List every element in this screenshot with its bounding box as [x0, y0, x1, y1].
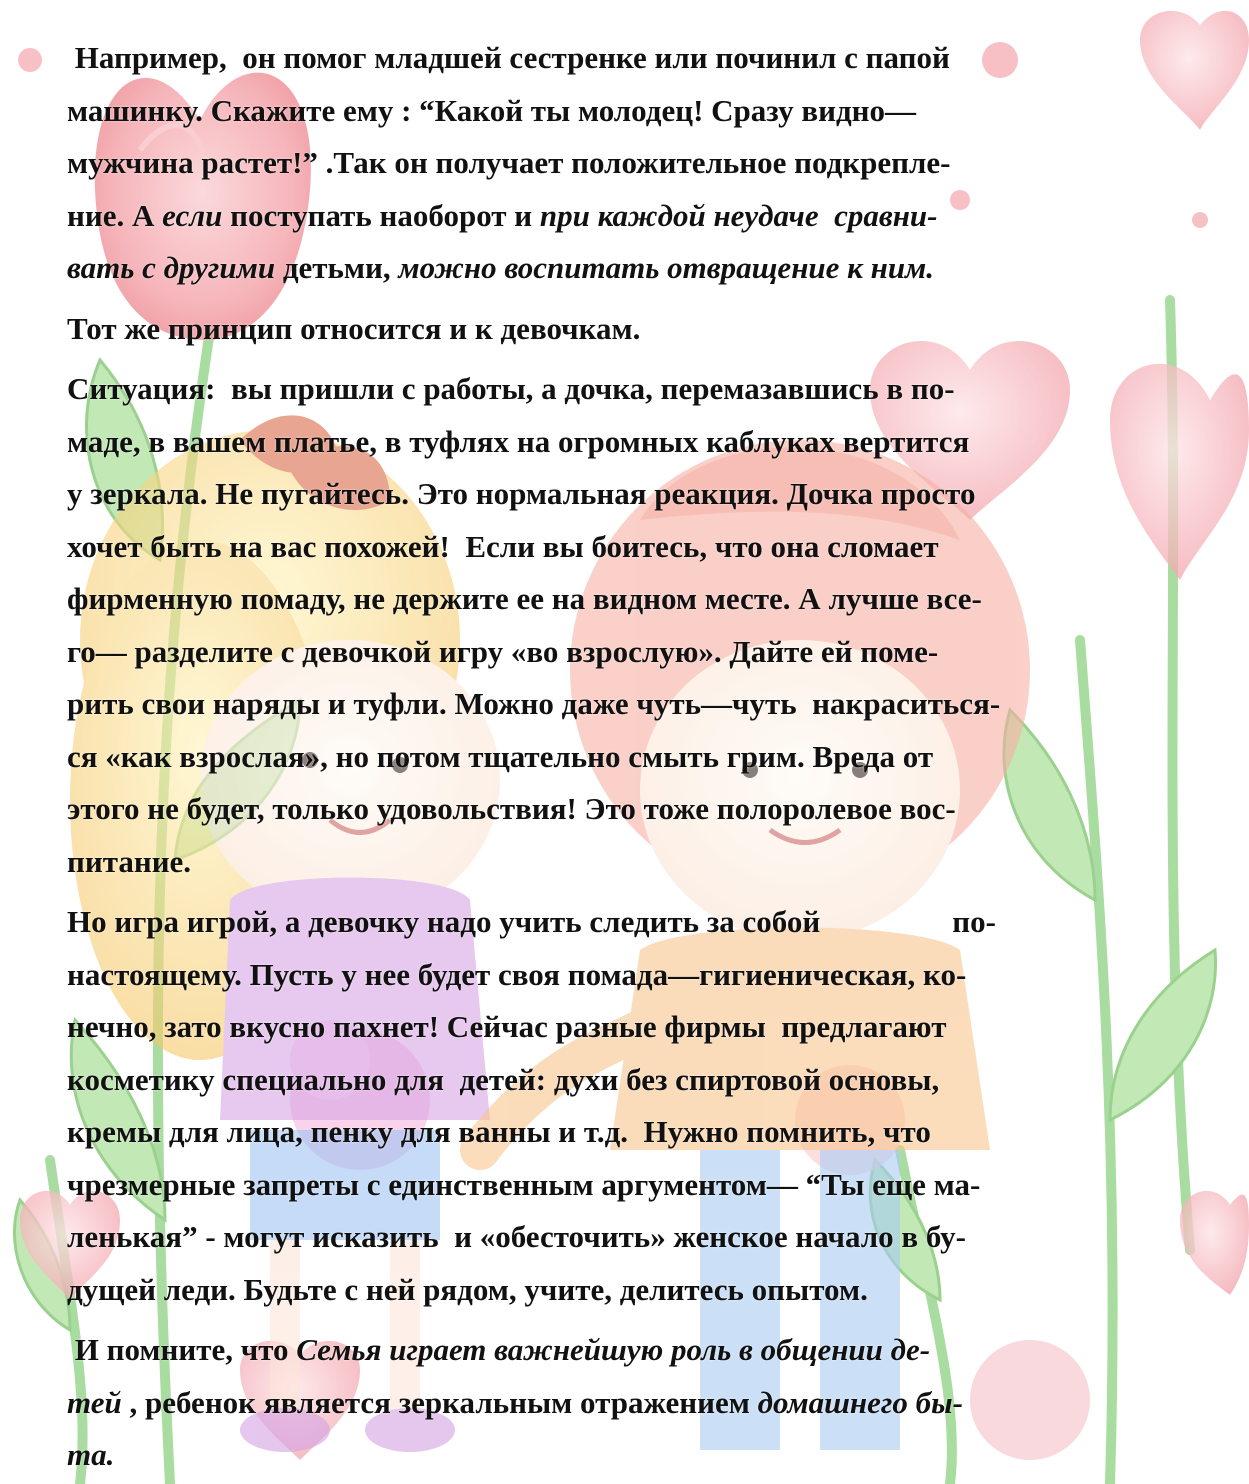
text-run: хочет быть на вас похожей! Если вы боитесь, что она сломает	[67, 529, 939, 564]
text-line	[67, 478, 975, 509]
text-line	[67, 688, 1000, 719]
text-line	[67, 200, 937, 231]
text-run: детьми,	[275, 250, 399, 285]
text-line	[67, 793, 956, 824]
text-run: рить свои наряды и туфли. Можно даже чуть—чуть накраситься-	[67, 686, 1001, 721]
text-line	[67, 1387, 963, 1418]
text-line	[67, 42, 950, 73]
text-run: нечно, зато вкусно пахнет! Сейчас разные фирмы предлагают	[67, 1009, 947, 1044]
text-line	[67, 1274, 868, 1305]
text-run: кремы для лица, пенку для ванны и т.д. Нужно помнить, что	[67, 1114, 931, 1149]
text-run: этого не будет, только удовольствия! Это тоже полоролевое вос-	[67, 791, 956, 826]
text-run: дущей леди. Будьте с ней рядом, учите, делитесь опытом.	[67, 1272, 868, 1307]
italic-text: тей	[67, 1385, 122, 1420]
text-run: фирменную помаду, не держите ее на видном месте. А лучше все-	[67, 581, 982, 616]
text-line	[67, 531, 939, 562]
text-run: поступать наоборот и	[222, 198, 540, 233]
text-line	[67, 147, 951, 178]
text-line	[67, 906, 996, 937]
text-run: Тот же принцип относится и к девочкам.	[67, 311, 641, 346]
text-run: го— разделите с девочкой игру «во взрослую». Дайте ей поме-	[67, 634, 939, 669]
text-line	[67, 1169, 980, 1200]
text-line	[67, 741, 933, 772]
text-line	[67, 313, 640, 344]
italic-text: домашнего бы-	[757, 1385, 963, 1420]
text-line	[67, 373, 955, 404]
text-run: , ребенок является зеркальным отражением	[121, 1385, 758, 1420]
text-line	[67, 1011, 946, 1042]
italic-text: вать с другими	[67, 250, 276, 285]
text-run: маде, в вашем платье, в туфлях на огромных каблуках вертится	[67, 424, 970, 459]
text-line	[67, 252, 934, 283]
text-run: у зеркала. Не пугайтесь. Это нормальная реакция. Дочка просто	[67, 476, 976, 511]
text-run: Ситуация: вы пришли с работы, а дочка, перемазавшись в по-	[67, 371, 955, 406]
text-run: машинку. Скажите ему : “Какой ты молодец! Сразу видно—	[67, 93, 916, 128]
text-run: И помните, что	[67, 1332, 297, 1367]
text-run: питание.	[67, 844, 192, 879]
text-line	[67, 95, 916, 126]
text-run: мужчина растет!” .Так он получает положительное подкрепле-	[67, 145, 951, 180]
italic-text: та.	[67, 1437, 115, 1472]
text-run: ние. А	[67, 198, 163, 233]
text-run: ся «как взрослая», но потом тщательно смыть грим. Вреда от	[67, 739, 934, 774]
text-line	[67, 1334, 930, 1365]
text-line	[67, 583, 982, 614]
italic-text: Семья играет важнейшую роль в общении де-	[296, 1332, 931, 1367]
text-run: Но игра игрой, а девочку надо учить следить за собой	[67, 904, 821, 939]
text-line	[67, 636, 938, 667]
italic-text: при каждой неудаче сравни-	[539, 198, 938, 233]
text-line	[67, 1221, 966, 1252]
text-run: косметику специально для детей: духи без спиртовой основы,	[67, 1062, 940, 1097]
text-line	[67, 846, 191, 877]
text-run: чрезмерные запреты с единственным аргументом— “Ты еще ма-	[67, 1167, 981, 1202]
italic-text: можно воспитать отвращение к ним.	[398, 250, 935, 285]
text-line	[67, 1439, 114, 1470]
italic-text: если	[162, 198, 223, 233]
text-run: настоящему. Пусть у нее будет своя помада—гигиеническая, ко-	[67, 957, 967, 992]
text-run: по-	[952, 904, 996, 939]
text-line	[67, 1064, 939, 1095]
text-run: Например, он помог младшей сестренке или починил с папой	[67, 40, 950, 75]
text-line	[67, 426, 969, 457]
text-run: ленькая” - могут исказить и «обесточить» женское начало в бу-	[67, 1219, 966, 1254]
text-line	[67, 1116, 931, 1147]
text-line	[67, 959, 966, 990]
